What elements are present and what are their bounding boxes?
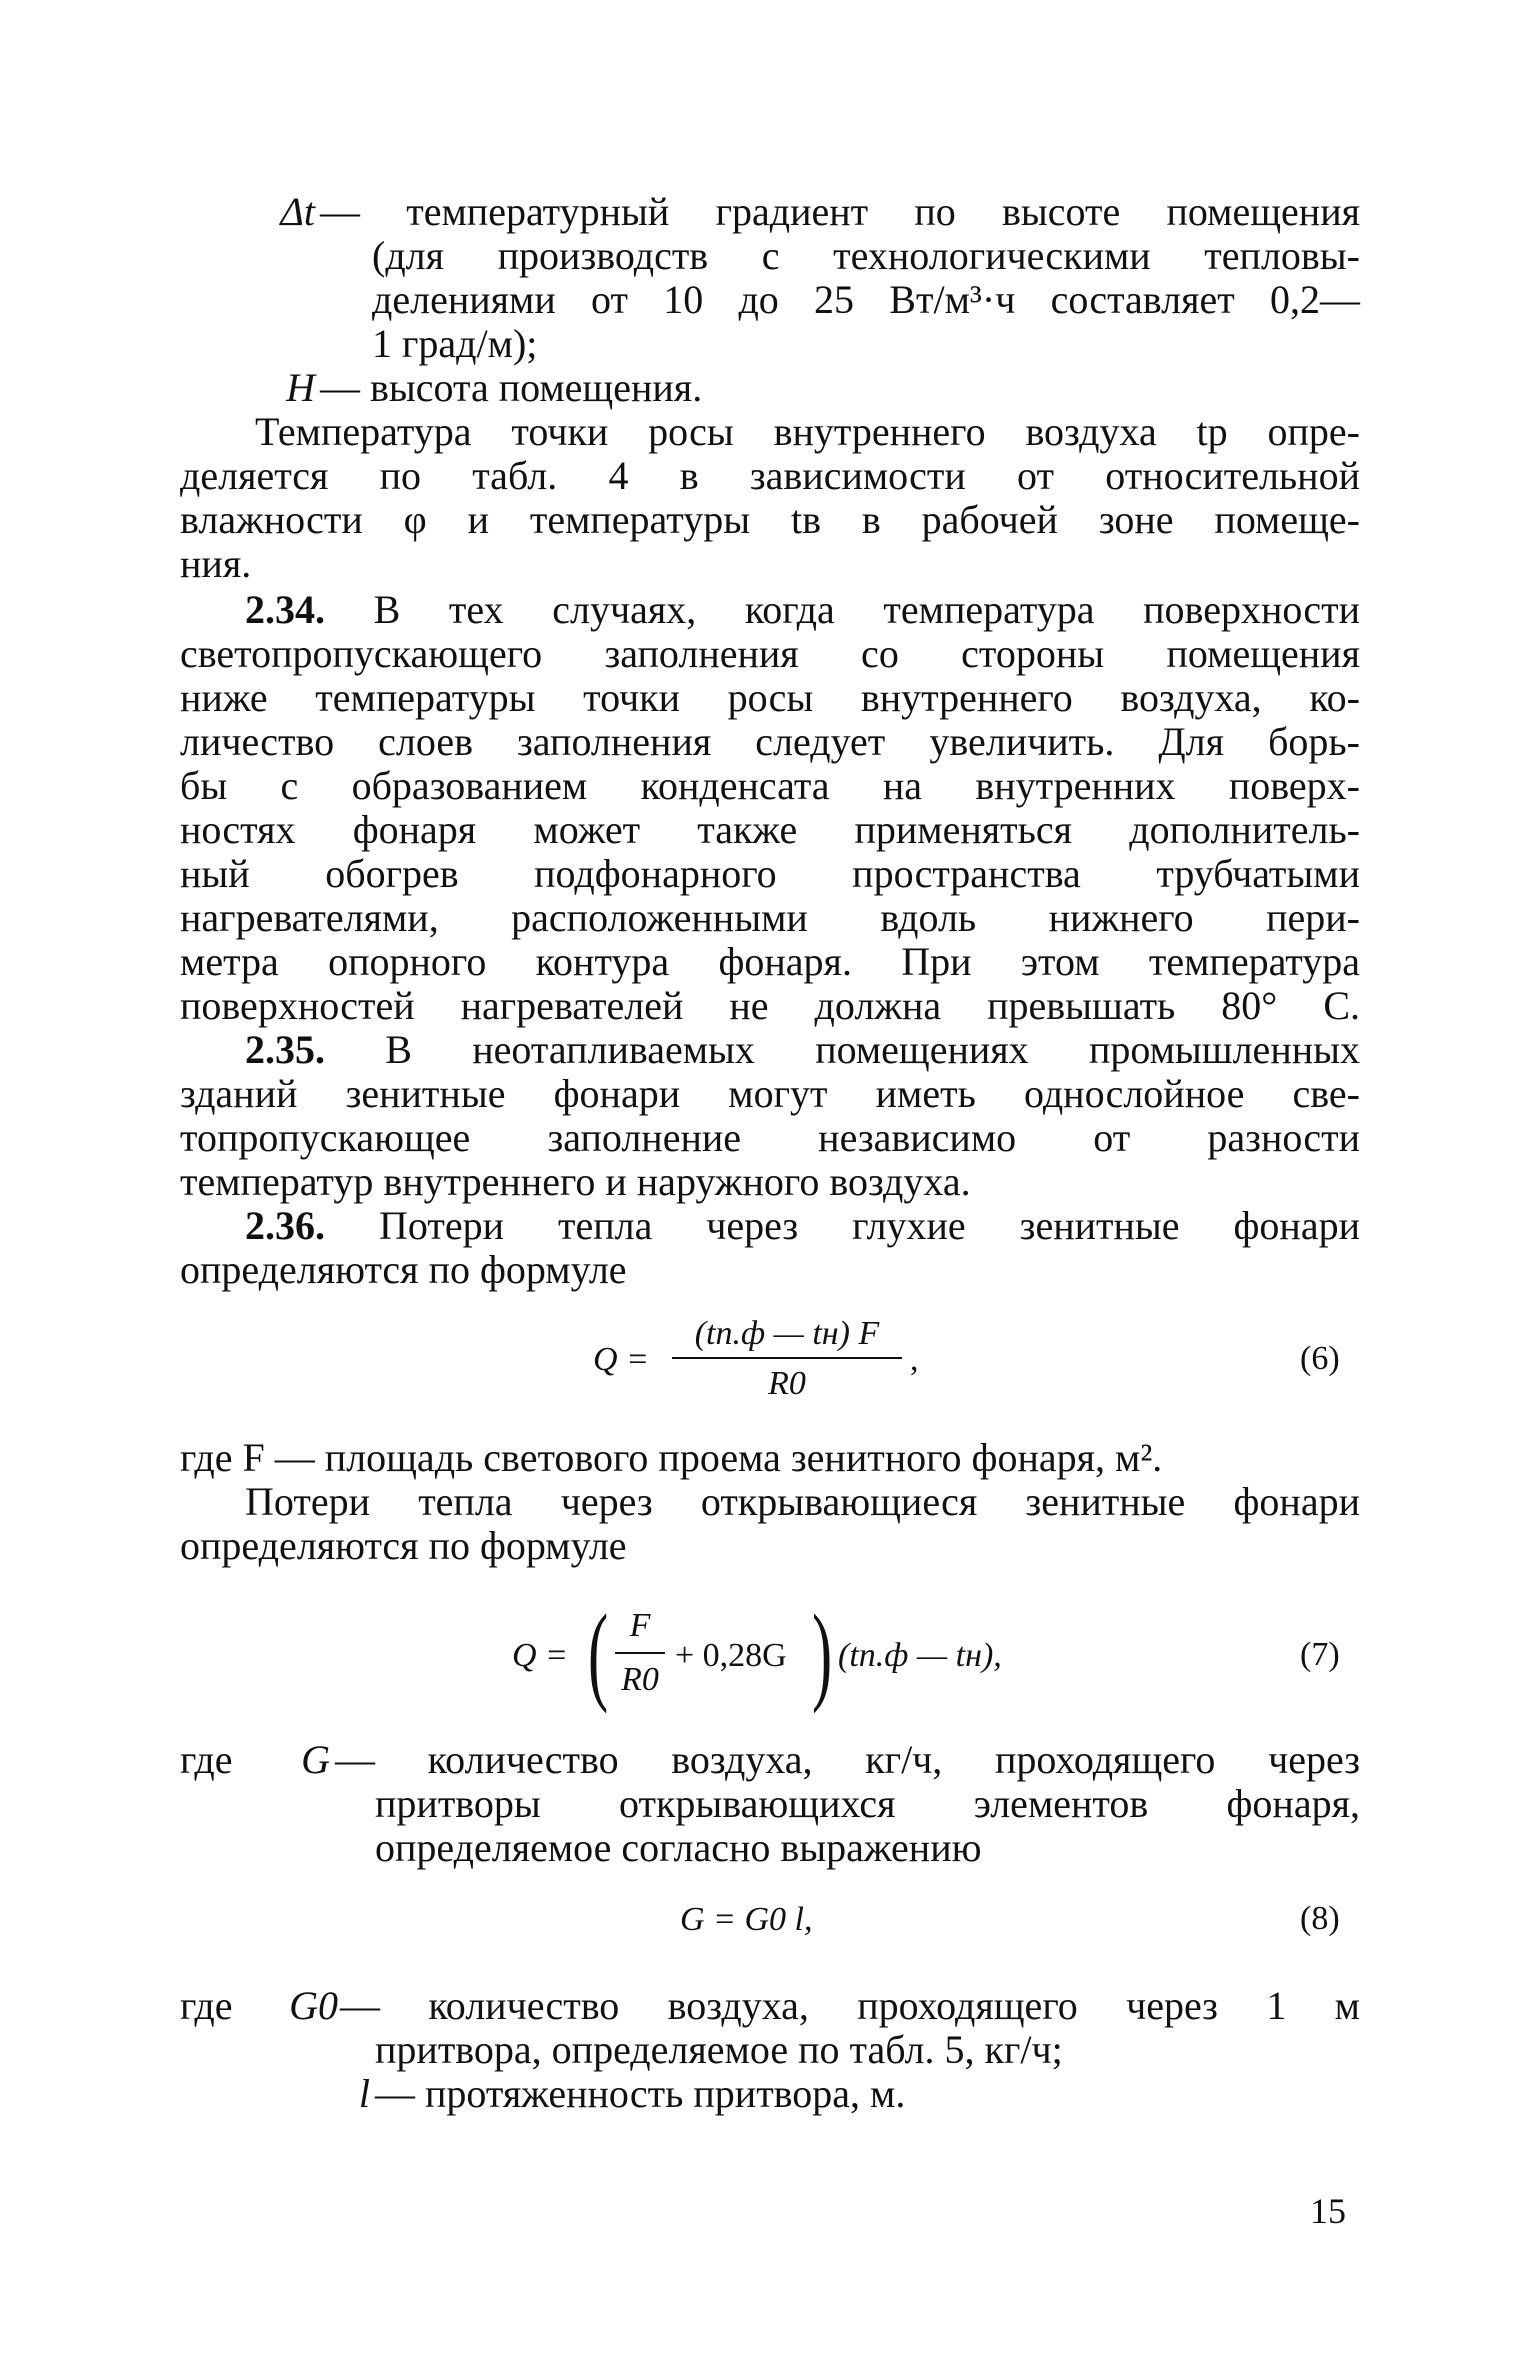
section-first-line — [180, 1028, 1360, 1072]
def-line: — температурный градиент по высоте помещения — [320, 189, 1360, 234]
text-line: Температура точки росы внутреннего воздуха tр опре- — [255, 409, 1360, 454]
left-paren: ( — [588, 1592, 609, 1714]
page-number: 15 — [1310, 2191, 1346, 2231]
right-paren: ) — [812, 1592, 833, 1714]
formula-denominator: R0 — [768, 1365, 806, 1402]
text-line: личество слоев заполнения следует увеличить. Для борь- — [180, 719, 1360, 764]
def-line: 1 град/м); — [372, 321, 538, 366]
def-line: притворы открывающихся элементов фонаря, — [375, 1781, 1360, 1826]
formula-numerator: (tп.ф — tн) F — [694, 1315, 880, 1352]
section-number: 2.35. — [245, 1027, 325, 1072]
def-line: — высота помещения. — [320, 365, 703, 410]
text-line: поверхностей нагревателей не должна превышать 80° С. — [180, 983, 1360, 1028]
formula-denominator: R0 — [621, 1661, 659, 1698]
text-line: бы с образованием конденсата на внутренних поверх- — [180, 763, 1360, 808]
text-line: где F — площадь светового проема зенитного фонаря, м². — [180, 1435, 1163, 1480]
formula-plus-term: + 0,28G — [675, 1637, 787, 1674]
text-line: ниже температуры точки росы внутреннего воздуха, ко- — [180, 675, 1360, 720]
section-2-36 — [180, 1204, 1360, 1292]
where-f — [180, 1436, 1360, 1480]
text-line: Потери тепла через глухие зенитные фонари — [378, 1203, 1360, 1248]
text-line: топропускающее заполнение независимо от разности — [180, 1115, 1360, 1160]
where-prefix: где — [180, 1737, 233, 1782]
section-2-35 — [180, 1028, 1360, 1204]
def-line: (для производств с технологическими тепловы- — [372, 233, 1360, 278]
fraction-bar — [615, 1652, 665, 1654]
text-line: температур внутреннего и наружного воздуха. — [180, 1159, 971, 1204]
term-g0: G0 — [289, 1983, 338, 2028]
text-line: светопропускающего заполнения со стороны помещения — [180, 631, 1360, 676]
paragraph-dew-point — [180, 410, 1360, 586]
section-2-34 — [180, 588, 1360, 1028]
def-line: — количество воздуха, кг/ч, проходящего через — [335, 1737, 1360, 1782]
text-line: ния. — [180, 541, 252, 586]
text-line: нагревателями, расположенными вдоль нижнего пери- — [180, 895, 1360, 940]
text-line: ностях фонаря может также применяться дополнитель- — [180, 807, 1360, 852]
term-l: l — [358, 2071, 370, 2116]
text-line: определяются по формуле — [180, 1523, 627, 1568]
text-line: влажности φ и температуры tв в рабочей зоне помеще- — [180, 497, 1360, 542]
formula-numerator: F — [629, 1607, 651, 1644]
text-line: метра опорного контура фонаря. При этом температура — [180, 939, 1360, 984]
text-line: Потери тепла через открывающиеся зенитные фонари — [245, 1479, 1360, 1524]
section-first-line — [180, 1204, 1360, 1248]
formula-lhs: Q = — [593, 1341, 649, 1378]
formula-trail: , — [910, 1341, 919, 1378]
equation-number: (6) — [1300, 1340, 1340, 1377]
text-line: ный обогрев подфонарного пространства трубчатыми — [180, 851, 1360, 896]
term-h: H — [286, 365, 315, 410]
text-line: зданий зенитные фонари могут иметь однослойное све- — [180, 1071, 1360, 1116]
section-number: 2.36. — [245, 1203, 325, 1248]
term-delta-t: Δt — [280, 189, 315, 234]
formula-lhs: Q = — [512, 1637, 568, 1674]
text-line: В неотапливаемых помещениях промышленных — [385, 1027, 1360, 1072]
section-number: 2.34. — [245, 587, 325, 632]
def-line: притвора, определяемое по табл. 5, кг/ч; — [375, 2027, 1063, 2072]
equation-number: (8) — [1300, 1900, 1340, 1937]
paragraph-open-lights — [180, 1480, 1360, 1568]
text-line: деляется по табл. 4 в зависимости от относительной — [180, 453, 1360, 498]
def-line: определяемое согласно выражению — [375, 1825, 982, 1870]
def-line: — количество воздуха, проходящего через 1 м — [340, 1983, 1360, 2028]
equation-number: (7) — [1300, 1636, 1340, 1673]
formula-tail: (tп.ф — tн), — [838, 1637, 1002, 1674]
formula-expression: G = G0 l, — [680, 1901, 813, 1938]
text-line: В тех случаях, когда температура поверхности — [373, 587, 1361, 632]
section-first-line — [180, 588, 1360, 632]
def-line: делениями от 10 до 25 Вт/м³·ч составляет 0,2— — [372, 277, 1360, 322]
text-line: определяются по формуле — [180, 1247, 627, 1292]
where-prefix: где — [180, 1983, 233, 2028]
fraction-bar — [672, 1357, 902, 1359]
term-g: G — [301, 1737, 330, 1782]
def-line: — протяженность притвора, м. — [375, 2071, 906, 2116]
